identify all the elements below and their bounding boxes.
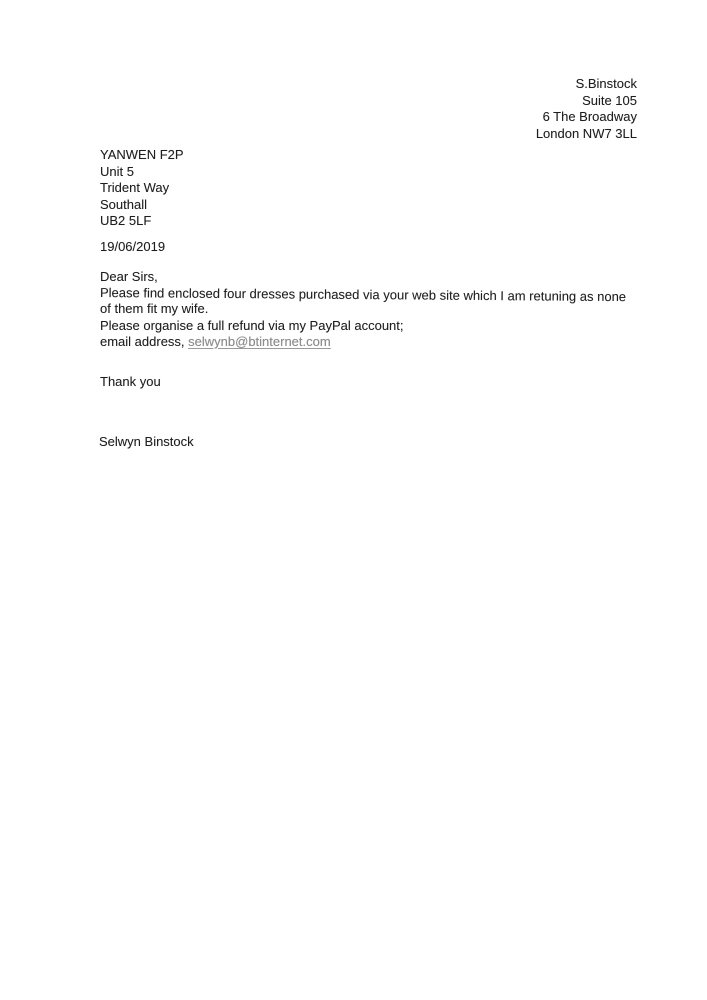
sender-address-line: Suite 105 xyxy=(582,92,637,108)
body-line: Please organise a full refund via my PayPal account; xyxy=(100,317,404,333)
body-line: Please find enclosed four dresses purchased via your web site which I am retuning as none xyxy=(99,285,627,305)
sender-address-line: 6 The Broadway xyxy=(542,109,637,125)
sender-address-line: S.Binstock xyxy=(575,76,637,91)
body-line xyxy=(100,334,626,350)
recipient-address-line: Unit 5 xyxy=(100,163,134,179)
letter-body xyxy=(100,269,626,350)
body-line: of them fit my wife. xyxy=(100,301,209,317)
sender-address-block xyxy=(536,76,637,142)
recipient-address-block xyxy=(100,147,184,230)
recipient-address-line: Southall xyxy=(100,196,147,212)
email-label: email address, xyxy=(100,333,189,349)
closing: Thank you xyxy=(100,374,161,389)
email-link[interactable]: selwynb@btinternet.com xyxy=(188,333,331,349)
letter-date: 19/06/2019 xyxy=(100,239,166,254)
recipient-address-line: Trident Way xyxy=(100,180,170,196)
sender-address-line: London NW7 3LL xyxy=(535,125,637,141)
recipient-address-line: YANWEN F2P xyxy=(100,147,184,162)
recipient-address-line: UB2 5LF xyxy=(100,213,152,229)
signature-name: Selwyn Binstock xyxy=(99,434,194,449)
salutation: Dear Sirs, xyxy=(100,269,158,284)
